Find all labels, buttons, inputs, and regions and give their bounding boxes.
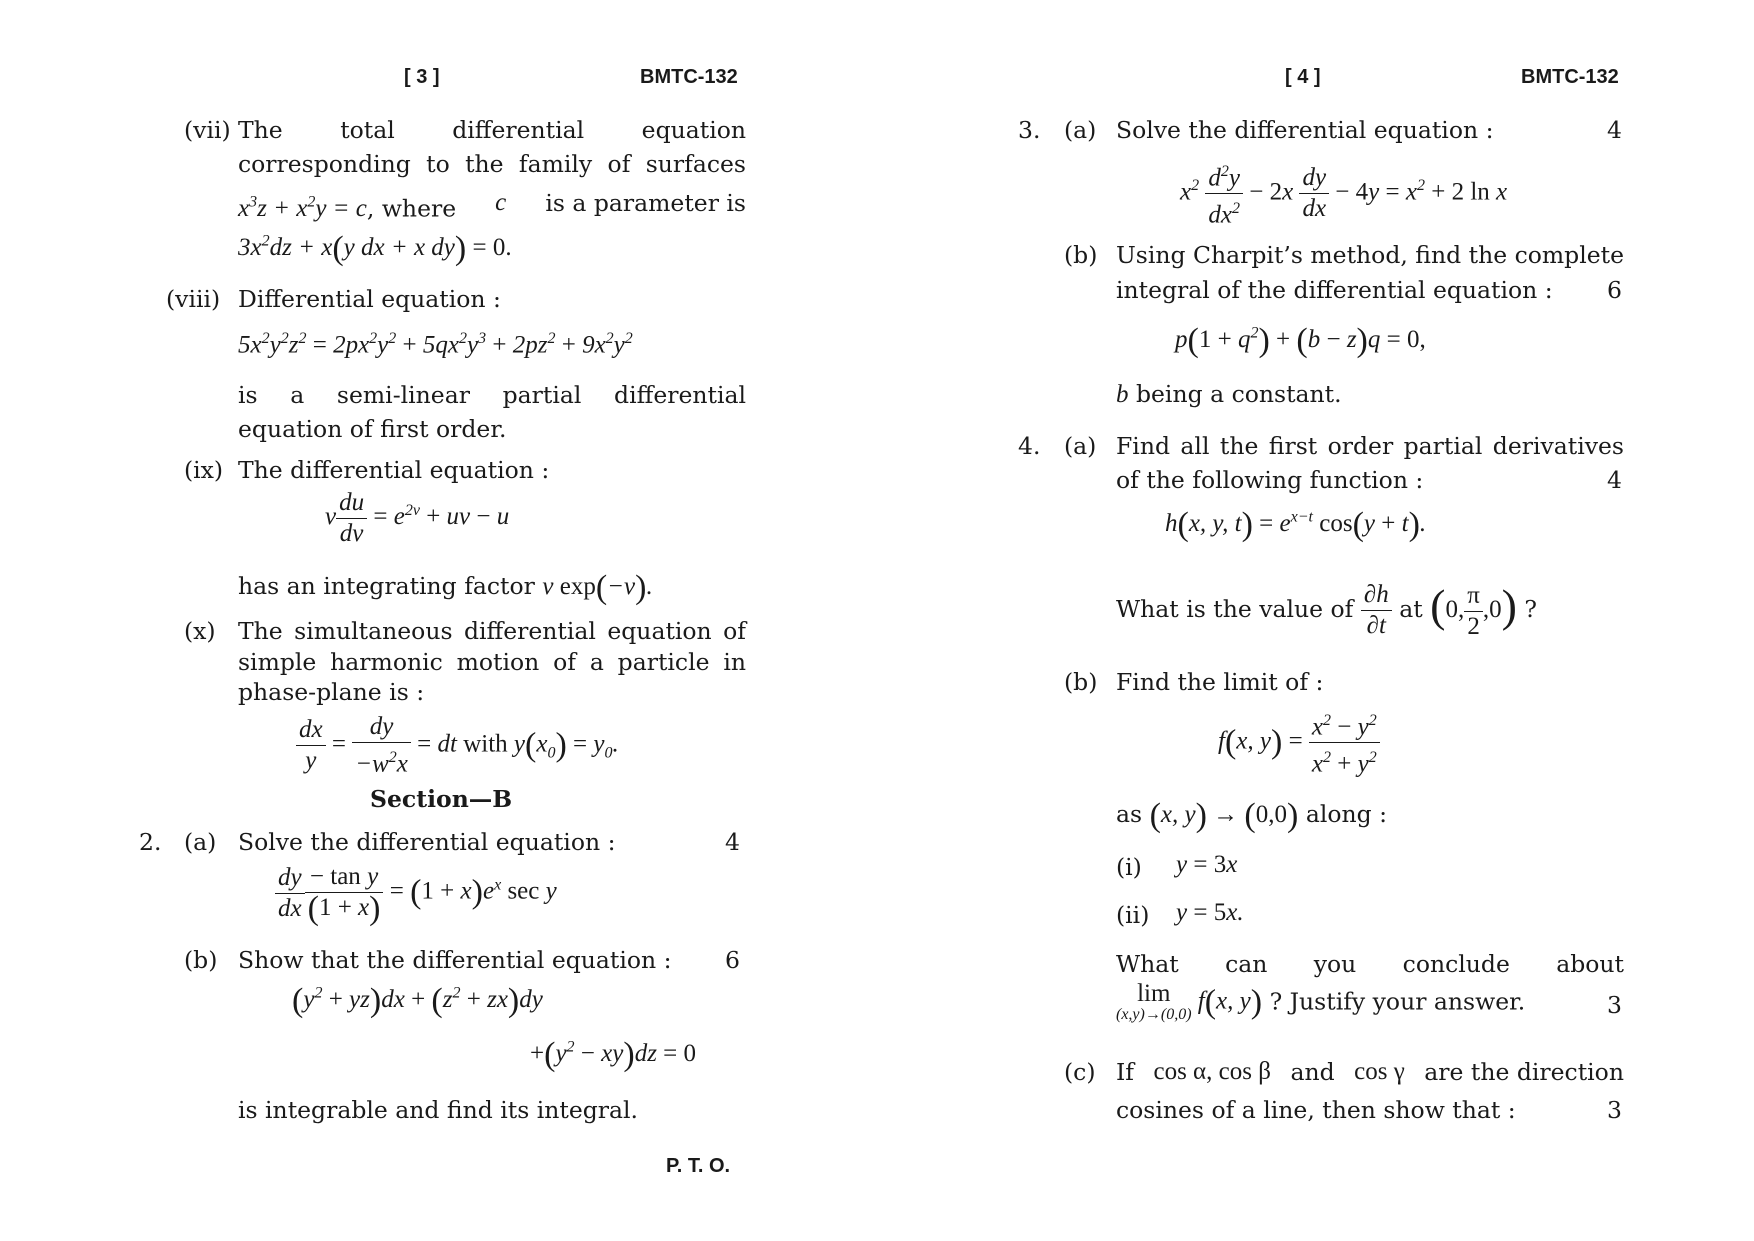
please-turn-over: P. T. O. [666, 1155, 731, 1177]
item-number-ix: (ix) [184, 456, 224, 484]
q3-b-line2: integral of the differential equation : [1116, 276, 1553, 304]
q2-b-label: (b) [184, 946, 218, 974]
q-ix-tail: has an integrating factor v exp(−v). [238, 569, 653, 606]
q4-b-text: Find the limit of : [1116, 668, 1324, 696]
q3-a-marks: 4 [1607, 116, 1622, 144]
q4-a-line2: of the following function : [1116, 466, 1424, 494]
q3-a-equation: $x^2$ $\frac{d^2y}{dx^2}$ − 2x $\frac{dy}{dx}$ − $4y = x^2 + 2$ ln x [1180, 157, 1507, 231]
q3-a-text: Solve the differential equation : [1116, 116, 1494, 144]
q-vii-line2: corresponding to the family of surfaces [238, 150, 746, 178]
constant-b: b [1116, 381, 1129, 408]
q-vii-line3: $x^3z + x^2y = c$, where c is a parameter is [238, 189, 746, 223]
question-number-2: 2. [139, 828, 162, 856]
ix-differential-equation: v $\frac{du}{dv}$ = $e^{2v}$ + uv − u [325, 489, 510, 547]
direction-cosine-gamma: cos γ [1354, 1058, 1405, 1085]
question-number-3: 3. [1018, 116, 1041, 144]
q-x-line3: phase-plane is : [238, 678, 425, 706]
q4-b-as-line: as (x, y) → (0,0) along : [1116, 797, 1388, 834]
charpit-equation: $p(1 + q^2) + (b - z)q = 0$, [1175, 322, 1426, 359]
parameter-c: c [495, 189, 507, 216]
q4-a-label: (a) [1064, 432, 1097, 460]
page-number-left: [ 3 ] [404, 66, 440, 88]
q2-a-equation: $\frac{dy}{dx}$ $\frac{\text{− tan y}}{(1 + x)}$ = $(1 + x)e^x$ sec y [275, 862, 557, 924]
q4-a-line1: Find all the first order partial derivatives [1116, 432, 1624, 460]
limit-expression: lim (x,y)→(0,0) f(x, y) [1116, 980, 1263, 1023]
q2-a-marks: 4 [725, 828, 740, 856]
q2-b-tail: is integrable and find its integral. [238, 1096, 639, 1124]
q2-a-text: Solve the differential equation : [238, 828, 616, 856]
q4-b-what: What can you conclude about [1116, 950, 1624, 978]
shm-equation: $\frac{dx}{y}$ = $\frac{dy}{-w^2x}$ = dt with $y(x_0) = y_0$. [296, 712, 619, 779]
q4-c-line2: cosines of a line, then show that : [1116, 1096, 1516, 1124]
surface-family-equation: $x^3z + x^2y = c$ [238, 194, 367, 223]
q-viii-line1: is a semi-linear partial differential [238, 381, 746, 409]
q4-b-limit-line: lim (x,y)→(0,0) f(x, y) ? Justify your answer. [1116, 980, 1526, 1023]
evaluation-point: (0, $\frac{\pi}{2}$ ,0) [1430, 580, 1517, 640]
page-number-right: [ 4 ] [1285, 66, 1321, 88]
partial-h-partial-t: $\frac{\partial h}{\partial t}$ [1361, 580, 1392, 641]
q4-c-line1: If cos α, cos β and cos γ are the direction [1116, 1058, 1624, 1086]
q2-a-label: (a) [184, 828, 217, 856]
q-ix-intro: The differential equation : [238, 456, 550, 484]
q3-b-tail: b being a constant. [1116, 380, 1342, 408]
item-number-viii: (viii) [166, 285, 221, 313]
section-b-heading: Section—B [370, 785, 513, 813]
function-f: f(x, y) = $\frac{x^2 - y^2}{x^2 + y^2}$ [1218, 706, 1380, 780]
q2-b-equation-line2: $+(y^2 - xy)dz = 0$ [530, 1036, 697, 1073]
q4-c-marks: 3 [1607, 1096, 1622, 1124]
q4-a-marks: 4 [1607, 466, 1622, 494]
q2-b-text: Show that the differential equation : [238, 946, 672, 974]
q4-b-label: (b) [1064, 668, 1098, 696]
semi-linear-pde: $5x^2y^2z^2 = 2px^2y^2 + 5qx^2y^3 + 2pz^2 + 9x^2y^2$ [238, 330, 633, 359]
q3-b-line1: Using Charpit’s method, find the complete [1116, 241, 1624, 269]
q-x-line1: The simultaneous differential equation of [238, 617, 746, 645]
q-viii-intro: Differential equation : [238, 285, 501, 313]
item-number-x: (x) [184, 617, 216, 645]
q4-b-ii-label: (ii) [1116, 901, 1150, 929]
q4-b-i-label: (i) [1116, 853, 1142, 881]
q2-b-equation-line1: $(y^2 + yz)dx + (z^2 + zx)dy$ [292, 982, 543, 1019]
item-number-vii: (vii) [184, 116, 231, 144]
integrating-factor: v exp(−v). [542, 569, 653, 606]
total-differential-equation: $3x^2dz + x(y$ dx + x dy) = 0. [238, 230, 512, 267]
q-vii-line1: The total differential equation [238, 116, 746, 144]
function-h: h(x, y, $t) = e^{x-t}$ cos(y + t). [1165, 506, 1427, 543]
q2-b-marks: 6 [725, 946, 740, 974]
course-code-right: BMTC-132 [1521, 66, 1619, 88]
path-y-3x: y = 3x [1176, 851, 1238, 878]
q-x-line2: simple harmonic motion of a particle in [238, 648, 746, 676]
q4-a-question: What is the value of $\frac{\partial h}{\partial t}$ at (0, $\frac{\pi}{2}$ ,0) ? [1116, 580, 1538, 640]
direction-cosines-alpha-beta: cos α, cos β [1153, 1058, 1271, 1085]
question-number-4: 4. [1018, 432, 1041, 460]
path-y-5x: y = 5x. [1176, 899, 1244, 926]
q3-b-label: (b) [1064, 241, 1098, 269]
q4-c-label: (c) [1064, 1058, 1096, 1086]
q4-b-marks: 3 [1607, 991, 1622, 1019]
limit-path: (x, y) → (0,0) [1149, 797, 1299, 834]
q-viii-line2: equation of first order. [238, 415, 507, 443]
q3-a-label: (a) [1064, 116, 1097, 144]
course-code-left: BMTC-132 [640, 66, 738, 88]
q3-b-marks: 6 [1607, 276, 1622, 304]
